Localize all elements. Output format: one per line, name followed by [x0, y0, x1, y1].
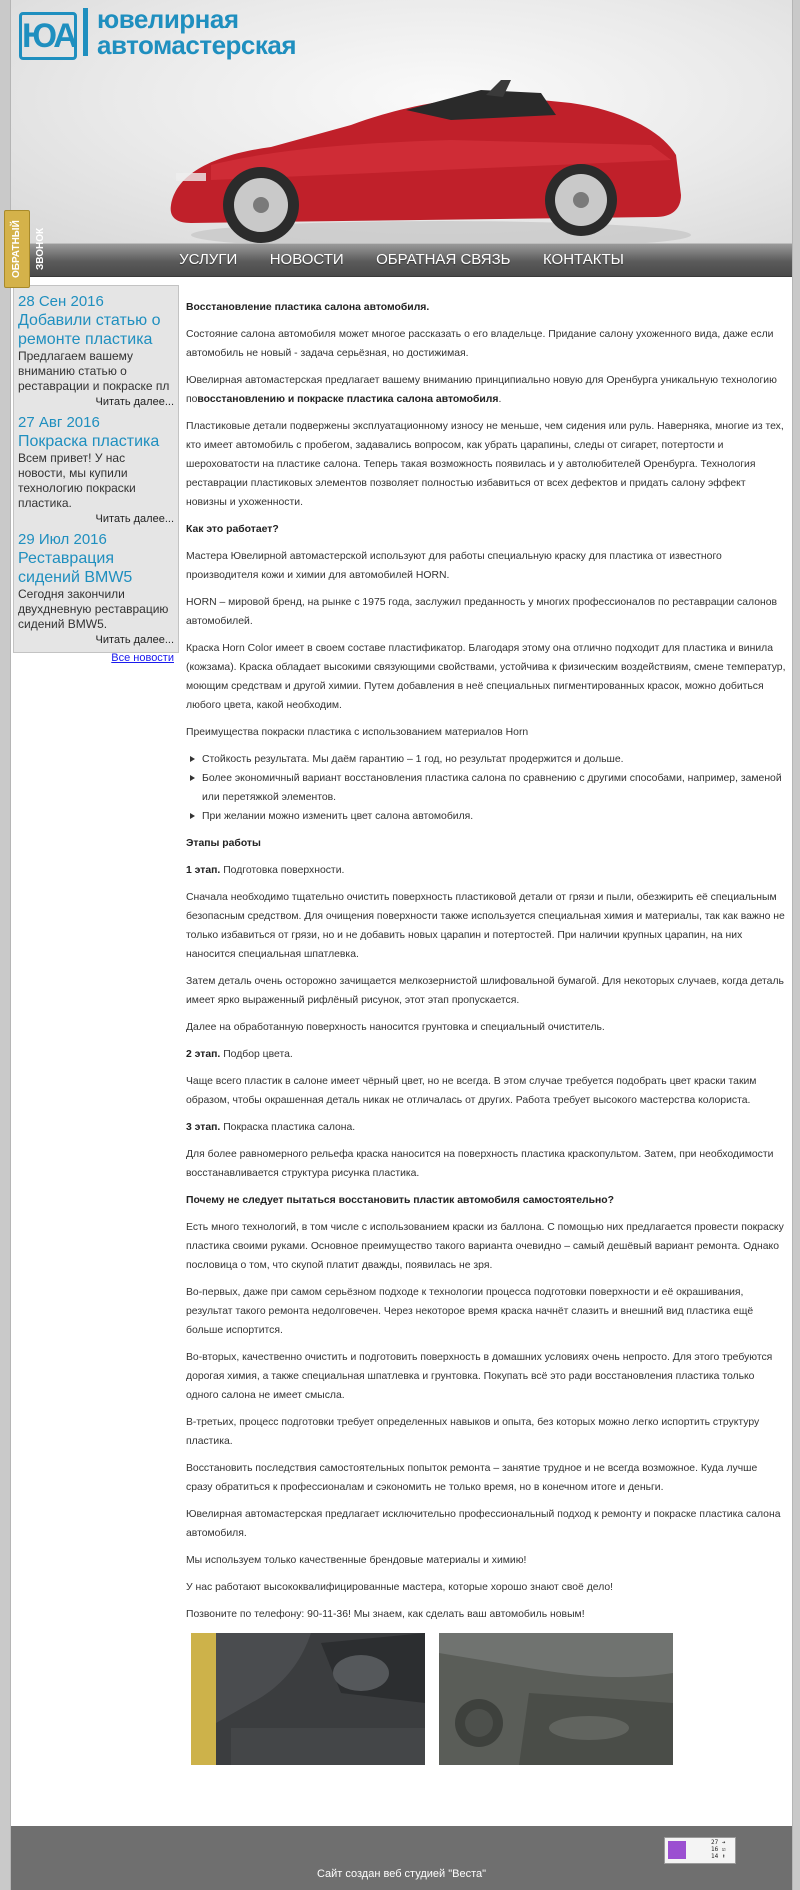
photo-gallery [191, 1633, 791, 1765]
nav-item-contacts[interactable]: КОНТАКТЫ [542, 251, 624, 268]
stage-1: 1 этап. Подготовка поверхности. [186, 865, 345, 876]
all-news-link[interactable]: Все новости [111, 652, 174, 664]
article-paragraph: Мы используем только качественные брендовые материалы и химию! [186, 1555, 527, 1566]
article-paragraph: Ювелирная автомастерская предлагает вашему вниманию принципиально новую для Оренбурга уникальную технологию повосстановлению и покраске пластика салона автомобиля. [186, 375, 777, 405]
article-paragraph: Позвоните по телефону: 90-11-36! Мы знаем, как сделать ваш автомобиль новым! [186, 1609, 585, 1620]
news-text: Сегодня закончили двухдневную реставрацию сидений BMW5. [18, 587, 169, 631]
counter-line: 27 ➔ [711, 1839, 726, 1846]
section-heading: Как это работает? [186, 524, 279, 535]
news-text: Предлагаем вашему вниманию статью о реставрации и покраске пл [18, 349, 170, 393]
article-paragraph: Во-первых, даже при самом серьёзном подходе к технологии процесса подготовки поверхности и её окрашивания, результат такого ремонта недолговечен. Через некоторое время краска начнёт слазить и внешний вид пластика ещё больше испортится. [186, 1287, 754, 1336]
news-item [18, 414, 174, 525]
advantages-list [186, 750, 786, 826]
callback-tab[interactable]: ОБРАТНЫЙ ЗВОНОК [4, 210, 30, 288]
article-paragraph: Пластиковые детали подвержены эксплуатационному износу не меньше, чем сидения или руль. Наверняка, многие из тех, кто имеет автомобиль с пробегом, задавались вопросом, как убрать царапины, следы от сигарет, потертости и шероховатости на пластике салона. Теперь такая возможность появилась и у автолюбителей Оренбурга. Технология реставрации пластиковых элементов позволяет полностью избавиться от всех дефектов и придать салону эффект новизны и ухоженности. [186, 421, 784, 508]
article-paragraph: Мастера Ювелирной автомастерской используют для работы специальную краску для пластика от известного производителя кожи и химии для автомобилей HORN. [186, 551, 722, 581]
logo-line-2: автомастерская [97, 30, 297, 60]
stage-3: 3 этап. Покраска пластика салона. [186, 1122, 356, 1133]
article-paragraph: Ювелирная автомастерская предлагает исключительно профессиональный подход к ремонту и покраске пластика салона автомобиля. [186, 1509, 781, 1539]
article [186, 298, 786, 1632]
news-date: 28 Сен 2016 [18, 293, 104, 310]
article-paragraph: Для более равномерного рельефа краска наносится на поверхность пластика краскопультом. Затем, при необходимости восстанавливается структура рисунка пластика. [186, 1149, 774, 1179]
article-paragraph: Сначала необходимо тщательно очистить поверхность пластиковой детали от грязи и пыли, обезжирить её специальным безопасным средством. Для очищения поверхности также используется специальная химия и материалы, так как важно не только избавиться от грязи, но и не добавить новых царапин и потертостей. При наличии крупных царапин, на них наносится специальная шпатлевка. [186, 892, 785, 960]
news-date: 27 Авг 2016 [18, 414, 100, 431]
list-item: Стойкость результата. Мы даём гарантию – 1 год, но результат продержится и дольше. [200, 750, 786, 769]
logo-mark[interactable]: ЮА [19, 12, 77, 60]
list-item: При желании можно изменить цвет салона автомобиля. [200, 807, 786, 826]
news-title[interactable]: Добавили статью о ремонте пластика [18, 312, 161, 348]
section-heading: Этапы работы [186, 838, 261, 849]
counter-logo-icon [668, 1841, 686, 1859]
nav-item-services[interactable]: УСЛУГИ [179, 251, 238, 268]
site-header [11, 0, 792, 243]
nav-item-news[interactable]: НОВОСТИ [269, 251, 344, 268]
news-date: 29 Июл 2016 [18, 531, 107, 548]
main-nav [11, 243, 792, 277]
news-text: Всем привет! У нас новости, мы купили технологию покраски пластика. [18, 451, 136, 510]
logo-divider [83, 8, 88, 56]
logo-line-1: ювелирная [97, 4, 239, 34]
logo-text[interactable] [97, 6, 296, 58]
article-paragraph: Во-вторых, качественно очистить и подготовить поверхность в домашних условиях очень непросто. Для этого требуются дорогая химия, а также специальная шпатлевка и грунтовка. Покупать всё это ради восстановления пластика только одного салона не имеет смысла. [186, 1352, 773, 1401]
page-frame [10, 0, 793, 1890]
visit-counter[interactable] [664, 1837, 736, 1864]
article-paragraph: Преимущества покраски пластика с использованием материалов Horn [186, 727, 529, 738]
photo-before[interactable] [191, 1633, 425, 1765]
news-sidebar [13, 285, 179, 664]
article-paragraph: Состояние салона автомобиля может многое рассказать о его владельце. Придание салону ухоженного вида, даже если автомобиль не новый - задача серьёзная, но достижимая. [186, 329, 774, 359]
counter-line: 16 ☑ [711, 1846, 726, 1853]
car-banner-image [151, 55, 691, 243]
article-paragraph: Затем деталь очень осторожно зачищается мелкозернистой шлифовальной бумагой. Для некоторых случаев, когда деталь имеет ярко выраженный рифлёный рисунок, этот этап пропускается. [186, 976, 784, 1006]
stage-2: 2 этап. Подбор цвета. [186, 1049, 293, 1060]
article-paragraph: У нас работают высококвалифицированные мастера, которые хорошо знают своё дело! [186, 1582, 614, 1593]
article-paragraph: Чаще всего пластик в салоне имеет чёрный цвет, но не всегда. В этом случае требуется подобрать цвет краски таким образом, чтобы окрашенная деталь никак не отличалась от других. Работа требует высокого мастерства колориста. [186, 1076, 757, 1106]
article-paragraph: В-третьих, процесс подготовки требует определенных навыков и опыта, без которых можно легко испортить структуру пластика. [186, 1417, 760, 1447]
article-paragraph: Есть много технологий, в том числе с использованием краски из баллона. С помощью них предлагается провести покраску пластика своими руками. Основное преимущество такого варианта очевидно – самый дешёвый вариант ремонта. Однако пословица о том, что скупой платит дважды, появилась не зря. [186, 1222, 784, 1271]
article-paragraph: Далее на обработанную поверхность наносится грунтовка и специальный очиститель. [186, 1022, 605, 1033]
article-paragraph: HORN – мировой бренд, на рынке с 1975 года, заслужил преданность у многих профессионалов по реставрации салонов автомобилей. [186, 597, 778, 627]
read-more-link[interactable]: Читать далее... [95, 513, 174, 525]
news-item [18, 293, 174, 408]
read-more-link[interactable]: Читать далее... [95, 396, 174, 408]
section-heading: Почему не следует пытаться восстановить пластик автомобиля самостоятельно? [186, 1195, 614, 1206]
news-title[interactable]: Реставрация сидений BMW5 [18, 550, 133, 586]
article-title: Восстановление пластика салона автомобиля. [186, 302, 430, 313]
article-paragraph: Краска Horn Color имеет в своем составе пластификатор. Благодаря этому она отлично подходит для пластика и винила (кожзама). Краска обладает высокими связующими свойствами, устойчива к физическим воздействиям, смене температур, моющим средствам и другой химии. Путем добавления в неё специальных пигментированных красок, можно добиться любого цвета, какой необходим. [186, 643, 786, 711]
news-item [18, 531, 174, 646]
footer-credit[interactable]: Сайт создан веб студией "Веста" [316, 1868, 487, 1880]
counter-line: 14 ⬆ [711, 1853, 726, 1860]
photo-after[interactable] [439, 1633, 673, 1765]
news-title[interactable]: Покраска пластика [18, 433, 160, 450]
nav-item-feedback[interactable]: ОБРАТНАЯ СВЯЗЬ [376, 251, 511, 268]
site-footer [11, 1826, 792, 1890]
article-paragraph: Восстановить последствия самостоятельных попыток ремонта – занятие трудное и не всегда возможное. Куда лучше сразу обратиться к профессионалам и сэкономить не только время, но в конечном итоге и деньги. [186, 1463, 758, 1493]
list-item: Более экономичный вариант восстановления пластика салона по сравнению с другими способами, например, заменой или перетяжкой элементов. [200, 769, 786, 807]
read-more-link[interactable]: Читать далее... [95, 634, 174, 646]
